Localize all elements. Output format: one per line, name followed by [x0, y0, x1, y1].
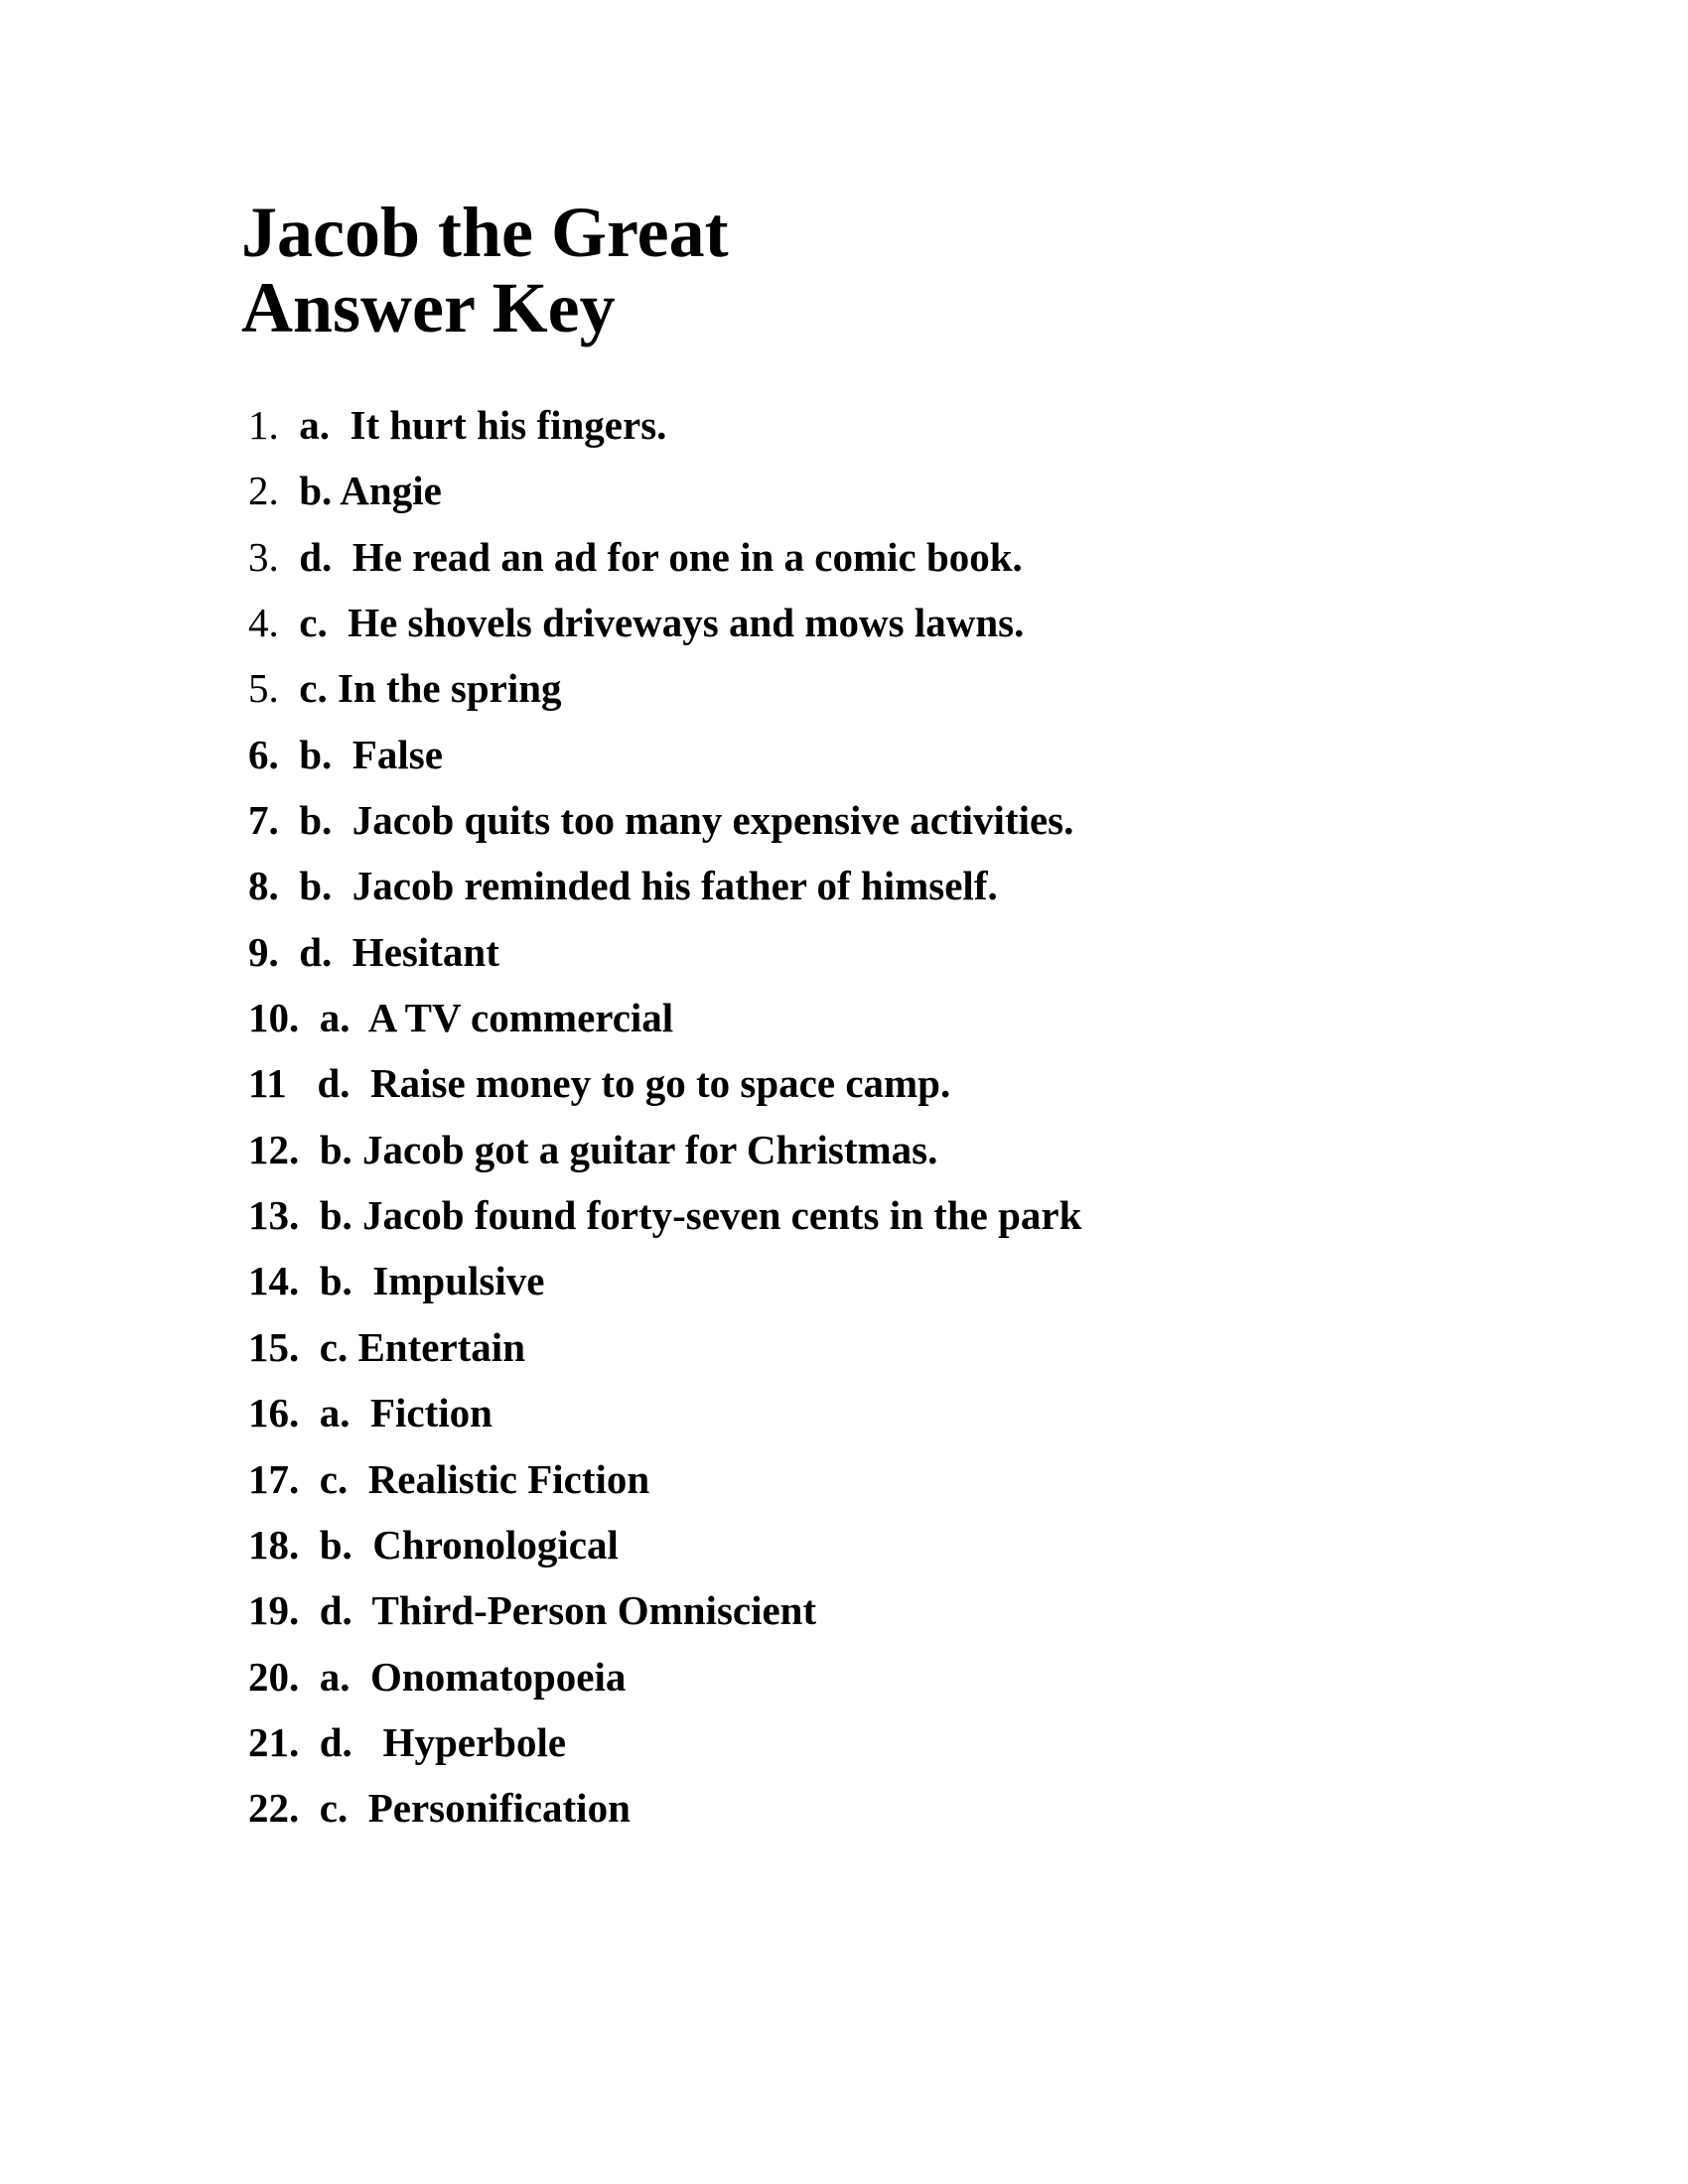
answer-list [248, 401, 1539, 1850]
answer-text: a. Fiction [319, 1390, 492, 1436]
answer-text: b. Chronological [319, 1521, 619, 1568]
answer-row [248, 1521, 1539, 1586]
answer-text: d. Raise money to go to space camp. [317, 1060, 951, 1107]
page-title: Jacob the Great [241, 193, 729, 272]
answer-row [248, 467, 1539, 532]
answer-number: 17. [248, 1455, 320, 1502]
answer-text: a. It hurt his fingers. [299, 402, 667, 448]
answer-row [248, 401, 1539, 467]
answer-text: b. Jacob quits too many expensive activities. [299, 797, 1074, 844]
answer-number: 20. [248, 1653, 320, 1700]
answer-number: 5. [248, 665, 300, 712]
page-subtitle: Answer Key [241, 268, 616, 347]
answer-row [248, 796, 1539, 862]
answer-row [248, 1191, 1539, 1257]
answer-number: 4. [248, 600, 300, 646]
answer-text: d. Third-Person Omniscient [319, 1587, 817, 1634]
answer-text: b. Jacob got a guitar for Christmas. [319, 1126, 938, 1172]
answer-row [248, 1257, 1539, 1322]
answer-text: a. A TV commercial [319, 995, 674, 1041]
answer-number: 18. [248, 1521, 320, 1568]
answer-number: 11 [248, 1060, 318, 1107]
answer-row [248, 533, 1539, 599]
answer-row [248, 1389, 1539, 1454]
answer-text: d. Hesitant [299, 928, 499, 975]
answer-row [248, 599, 1539, 664]
answer-row [248, 664, 1539, 730]
answer-text: c. He shovels driveways and mows lawns. [299, 600, 1025, 646]
answer-row [248, 1455, 1539, 1521]
answer-number: 10. [248, 995, 320, 1041]
answer-number: 15. [248, 1323, 320, 1370]
answer-row [248, 994, 1539, 1059]
answer-row [248, 731, 1539, 796]
answer-row [248, 1059, 1539, 1125]
answer-text: d. Hyperbole [319, 1718, 567, 1765]
answer-text: b. Angie [299, 468, 442, 514]
answer-number: 19. [248, 1587, 320, 1634]
answer-text: c. Personification [319, 1785, 631, 1832]
answer-number: 2. [248, 468, 300, 514]
answer-number: 14. [248, 1258, 320, 1304]
answer-number: 9. [248, 928, 300, 975]
answer-number: 21. [248, 1718, 320, 1765]
answer-number: 3. [248, 533, 300, 580]
answer-row [248, 1323, 1539, 1389]
answer-text: c. Realistic Fiction [319, 1455, 650, 1502]
answer-number: 7. [248, 797, 300, 844]
answer-row [248, 1718, 1539, 1784]
answer-text: c. Entertain [319, 1323, 525, 1370]
answer-text: b. Jacob reminded his father of himself. [299, 863, 998, 909]
answer-text: d. He read an ad for one in a comic book. [299, 533, 1023, 580]
answer-text: b. Impulsive [319, 1258, 545, 1304]
answer-number: 12. [248, 1126, 320, 1172]
answer-row [248, 928, 1539, 994]
answer-row [248, 1126, 1539, 1191]
answer-text: a. Onomatopoeia [319, 1653, 627, 1700]
answer-row [248, 1784, 1539, 1849]
answer-row [248, 862, 1539, 927]
answer-row [248, 1653, 1539, 1718]
answer-number: 13. [248, 1192, 320, 1239]
answer-number: 22. [248, 1785, 320, 1832]
answer-number: 8. [248, 863, 300, 909]
answer-number: 1. [248, 402, 300, 448]
answer-text: b. False [299, 731, 443, 777]
answer-number: 6. [248, 731, 300, 777]
answer-row [248, 1586, 1539, 1652]
answer-text: c. In the spring [299, 665, 562, 712]
answer-number: 16. [248, 1390, 320, 1436]
answer-text: b. Jacob found forty-seven cents in the park [319, 1192, 1082, 1239]
